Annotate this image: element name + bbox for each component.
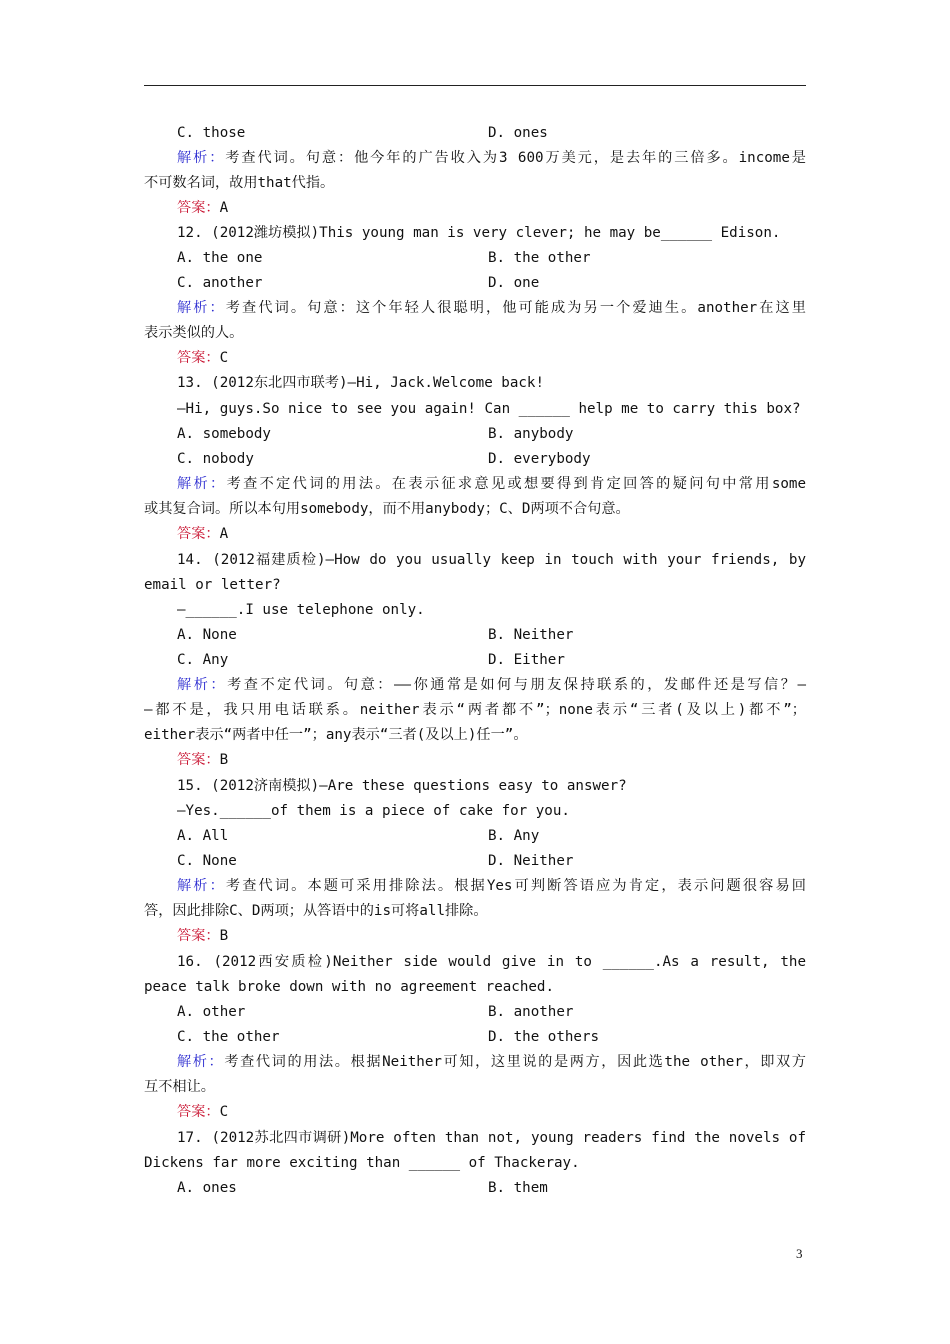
option-d: D. one: [488, 275, 540, 291]
options-row: [177, 849, 806, 874]
page-number: 3: [796, 1246, 803, 1261]
explanation-label: 解析：: [177, 878, 226, 894]
answer-line: [177, 346, 806, 371]
options-row: [177, 648, 806, 673]
explanation-label: 解析：: [177, 476, 227, 492]
explanation-line: 解析：考查代词的用法。根据Neither可知，这里说的是两方，因此选the other，即双方: [177, 1054, 806, 1070]
answer-value: A: [219, 200, 229, 216]
options-row: [177, 1025, 806, 1050]
options-row: [177, 623, 806, 648]
question-stem: 12. (2012潍坊模拟)This young man is very clever; he may be______ Edison.: [177, 225, 781, 241]
explanation-label: 解析：: [177, 1054, 225, 1070]
answer-label: 答案：: [177, 200, 220, 216]
explanation-label: 解析：: [177, 150, 226, 166]
answer-label: 答案：: [177, 526, 220, 542]
options-row: [177, 271, 806, 296]
answer-line: [177, 522, 806, 547]
option-d: D. ones: [488, 125, 548, 141]
question-stem: 16. (2012西安质检)Neither side would give in to ______.As a result, the: [177, 954, 806, 970]
option-a: A. other: [177, 1004, 246, 1020]
answer-line: [177, 924, 806, 949]
option-b: B. another: [488, 1004, 574, 1020]
answer-value: B: [219, 752, 229, 768]
explanation-line: 答，因此排除C、D两项；从答语中的is可将all排除。: [144, 903, 488, 919]
option-d: D. Neither: [488, 853, 574, 869]
option-a: A. the one: [177, 250, 263, 266]
explanation-line: 不可数名词，故用that代指。: [144, 175, 335, 191]
options-row: [177, 1000, 806, 1025]
option-d: D. everybody: [488, 451, 591, 467]
option-b: B. Neither: [488, 627, 574, 643]
question-stem: email or letter?: [144, 577, 281, 593]
option-c: C. nobody: [177, 451, 254, 467]
explanation-label: 解析：: [177, 300, 226, 316]
answer-line: [177, 1100, 806, 1125]
answer-label: 答案：: [177, 928, 220, 944]
answer-line: [177, 196, 806, 221]
option-d: D. the others: [488, 1029, 600, 1045]
question-stem: —______.I use telephone only.: [177, 602, 425, 618]
explanation-label: 解析：: [177, 677, 228, 693]
explanation-line: either表示“两者中任一”；any表示“三者(及以上)任一”。: [144, 727, 528, 743]
answer-label: 答案：: [177, 1104, 220, 1120]
option-b: B. the other: [488, 250, 591, 266]
answer-label: 答案：: [177, 350, 220, 366]
explanation-line: 表示类似的人。: [144, 325, 244, 341]
options-row: [177, 121, 806, 146]
question-stem: 15. (2012济南模拟)—Are these questions easy to answer?: [177, 778, 627, 794]
question-stem: —Yes.______of them is a piece of cake for you.: [177, 803, 570, 819]
header-rule: [144, 85, 806, 86]
answer-value: A: [219, 526, 229, 542]
option-a: A. All: [177, 828, 229, 844]
question-stem: —Hi, guys.So nice to see you again! Can ______ help me to carry this box?: [177, 401, 801, 417]
option-c: C. None: [177, 853, 237, 869]
question-stem: 17. (2012苏北四市调研)More often than not, young readers find the novels of: [177, 1130, 806, 1146]
option-c: C. another: [177, 275, 263, 291]
explanation-line: 解析：考查代词。句意：这个年轻人很聪明，他可能成为另一个爱迪生。another在这里: [177, 300, 806, 316]
answer-line: [177, 748, 806, 773]
answer-label: 答案：: [177, 752, 220, 768]
answer-value: C: [219, 350, 229, 366]
options-row: [177, 447, 806, 472]
option-c: C. Any: [177, 652, 229, 668]
question-stem: 13. (2012东北四市联考)—Hi, Jack.Welcome back!: [177, 375, 544, 391]
options-row: [177, 1176, 806, 1201]
option-b: B. them: [488, 1180, 548, 1196]
option-b: B. anybody: [488, 426, 574, 442]
explanation-line: 解析：考查代词。句意：他今年的广告收入为3 600万美元，是去年的三倍多。income是: [177, 150, 806, 166]
question-stem: peace talk broke down with no agreement reached.: [144, 979, 554, 995]
question-stem: 14. (2012福建质检)—How do you usually keep in touch with your friends, by: [177, 552, 806, 568]
explanation-line: 或其复合词。所以本句用somebody，而不用anybody；C、D两项不合句意。: [144, 501, 630, 517]
answer-value: B: [219, 928, 229, 944]
answer-value: C: [219, 1104, 229, 1120]
explanation-line: 解析：考查代词。本题可采用排除法。根据Yes可判断答语应为肯定，表示问题很容易回: [177, 878, 806, 894]
explanation-line: 互不相让。: [144, 1079, 215, 1095]
option-c: C. the other: [177, 1029, 280, 1045]
options-row: [177, 246, 806, 271]
explanation-line: 解析：考查不定代词的用法。在表示征求意见或想要得到肯定回答的疑问句中常用some: [177, 476, 806, 492]
option-d: D. Either: [488, 652, 565, 668]
option-a: A. somebody: [177, 426, 271, 442]
explanation-line: —都不是，我只用电话联系。neither表示“两者都不”；none表示“三者(及以上)都不”；: [144, 702, 806, 718]
option-a: A. None: [177, 627, 237, 643]
option-c: C. those: [177, 125, 246, 141]
question-stem: Dickens far more exciting than ______ of Thackeray.: [144, 1155, 580, 1171]
option-a: A. ones: [177, 1180, 237, 1196]
explanation-line: 解析：考查不定代词。句意：——你通常是如何与朋友保持联系的，发邮件还是写信？—: [177, 677, 806, 693]
options-row: [177, 824, 806, 849]
options-row: [177, 422, 806, 447]
option-b: B. Any: [488, 828, 540, 844]
